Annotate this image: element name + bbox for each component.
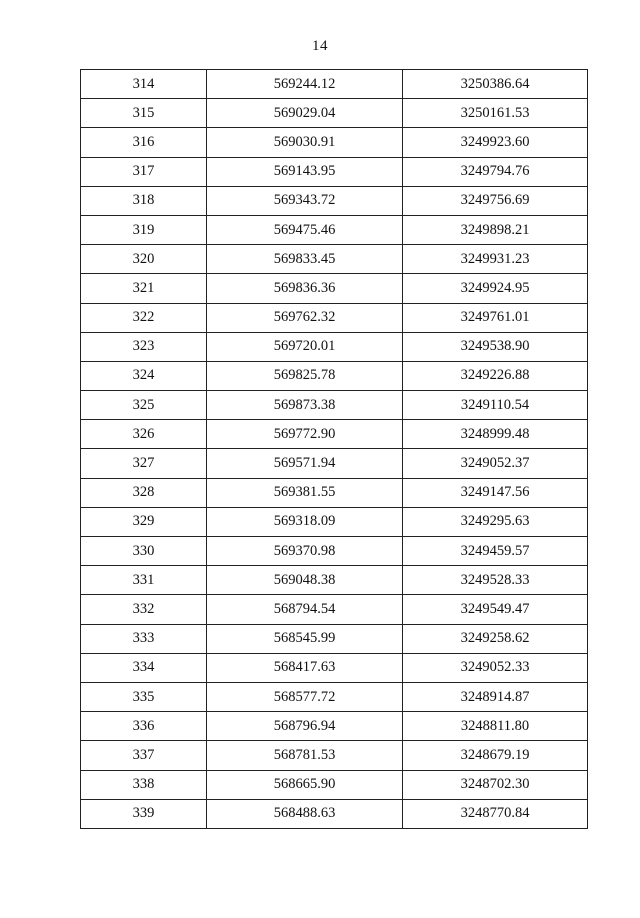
point-number-cell: 330 xyxy=(81,537,207,566)
point-number-cell: 336 xyxy=(81,712,207,741)
x-coordinate-cell: 569381.55 xyxy=(207,478,403,507)
table-row xyxy=(81,303,588,332)
x-coordinate-cell: 569571.94 xyxy=(207,449,403,478)
table-row xyxy=(81,682,588,711)
table-row xyxy=(81,624,588,653)
table-row xyxy=(81,595,588,624)
point-number-cell: 339 xyxy=(81,799,207,828)
y-coordinate-cell: 3249459.57 xyxy=(403,537,588,566)
y-coordinate-cell: 3248770.84 xyxy=(403,799,588,828)
y-coordinate-cell: 3249226.88 xyxy=(403,361,588,390)
y-coordinate-cell: 3249756.69 xyxy=(403,186,588,215)
y-coordinate-cell: 3249761.01 xyxy=(403,303,588,332)
table-row xyxy=(81,361,588,390)
x-coordinate-cell: 569030.91 xyxy=(207,128,403,157)
y-coordinate-cell: 3249295.63 xyxy=(403,507,588,536)
y-coordinate-cell: 3248679.19 xyxy=(403,741,588,770)
y-coordinate-cell: 3249538.90 xyxy=(403,332,588,361)
point-number-cell: 324 xyxy=(81,361,207,390)
table-row xyxy=(81,157,588,186)
x-coordinate-cell: 569825.78 xyxy=(207,361,403,390)
point-number-cell: 331 xyxy=(81,566,207,595)
y-coordinate-cell: 3249924.95 xyxy=(403,274,588,303)
x-coordinate-cell: 569143.95 xyxy=(207,157,403,186)
x-coordinate-cell: 569244.12 xyxy=(207,70,403,99)
point-number-cell: 334 xyxy=(81,653,207,682)
x-coordinate-cell: 568796.94 xyxy=(207,712,403,741)
table-row xyxy=(81,215,588,244)
y-coordinate-cell: 3249052.37 xyxy=(403,449,588,478)
x-coordinate-cell: 568417.63 xyxy=(207,653,403,682)
point-number-cell: 325 xyxy=(81,391,207,420)
table-row xyxy=(81,478,588,507)
point-number-cell: 319 xyxy=(81,215,207,244)
page-number: 14 xyxy=(312,38,328,54)
y-coordinate-cell: 3249258.62 xyxy=(403,624,588,653)
x-coordinate-cell: 569873.38 xyxy=(207,391,403,420)
y-coordinate-cell: 3249923.60 xyxy=(403,128,588,157)
coordinate-table-body xyxy=(81,70,588,829)
y-coordinate-cell: 3249931.23 xyxy=(403,245,588,274)
table-row xyxy=(81,391,588,420)
x-coordinate-cell: 569029.04 xyxy=(207,99,403,128)
point-number-cell: 329 xyxy=(81,507,207,536)
x-coordinate-cell: 569370.98 xyxy=(207,537,403,566)
table-row xyxy=(81,741,588,770)
y-coordinate-cell: 3248811.80 xyxy=(403,712,588,741)
point-number-cell: 338 xyxy=(81,770,207,799)
table-row xyxy=(81,712,588,741)
x-coordinate-cell: 569720.01 xyxy=(207,332,403,361)
point-number-cell: 317 xyxy=(81,157,207,186)
point-number-cell: 328 xyxy=(81,478,207,507)
x-coordinate-cell: 569833.45 xyxy=(207,245,403,274)
table-row xyxy=(81,799,588,828)
y-coordinate-cell: 3249052.33 xyxy=(403,653,588,682)
y-coordinate-cell: 3249110.54 xyxy=(403,391,588,420)
point-number-cell: 314 xyxy=(81,70,207,99)
point-number-cell: 315 xyxy=(81,99,207,128)
y-coordinate-cell: 3249549.47 xyxy=(403,595,588,624)
table-row xyxy=(81,128,588,157)
table-row xyxy=(81,420,588,449)
point-number-cell: 327 xyxy=(81,449,207,478)
table-row xyxy=(81,770,588,799)
table-row xyxy=(81,507,588,536)
table-row xyxy=(81,99,588,128)
x-coordinate-cell: 568665.90 xyxy=(207,770,403,799)
y-coordinate-cell: 3250161.53 xyxy=(403,99,588,128)
y-coordinate-cell: 3250386.64 xyxy=(403,70,588,99)
point-number-cell: 333 xyxy=(81,624,207,653)
x-coordinate-cell: 568577.72 xyxy=(207,682,403,711)
y-coordinate-cell: 3249898.21 xyxy=(403,215,588,244)
point-number-cell: 323 xyxy=(81,332,207,361)
x-coordinate-cell: 569343.72 xyxy=(207,186,403,215)
table-row xyxy=(81,449,588,478)
y-coordinate-cell: 3249794.76 xyxy=(403,157,588,186)
point-number-cell: 320 xyxy=(81,245,207,274)
x-coordinate-cell: 569318.09 xyxy=(207,507,403,536)
x-coordinate-cell: 568488.63 xyxy=(207,799,403,828)
point-number-cell: 318 xyxy=(81,186,207,215)
x-coordinate-cell: 568545.99 xyxy=(207,624,403,653)
coordinate-table xyxy=(80,69,588,829)
x-coordinate-cell: 569762.32 xyxy=(207,303,403,332)
y-coordinate-cell: 3248914.87 xyxy=(403,682,588,711)
x-coordinate-cell: 569475.46 xyxy=(207,215,403,244)
table-row xyxy=(81,537,588,566)
table-row xyxy=(81,566,588,595)
point-number-cell: 332 xyxy=(81,595,207,624)
x-coordinate-cell: 569836.36 xyxy=(207,274,403,303)
table-row xyxy=(81,70,588,99)
x-coordinate-cell: 568794.54 xyxy=(207,595,403,624)
y-coordinate-cell: 3249528.33 xyxy=(403,566,588,595)
point-number-cell: 321 xyxy=(81,274,207,303)
table-row xyxy=(81,653,588,682)
point-number-cell: 322 xyxy=(81,303,207,332)
x-coordinate-cell: 569772.90 xyxy=(207,420,403,449)
point-number-cell: 337 xyxy=(81,741,207,770)
point-number-cell: 326 xyxy=(81,420,207,449)
point-number-cell: 316 xyxy=(81,128,207,157)
table-row xyxy=(81,245,588,274)
table-row xyxy=(81,332,588,361)
table-row xyxy=(81,274,588,303)
x-coordinate-cell: 568781.53 xyxy=(207,741,403,770)
y-coordinate-cell: 3248702.30 xyxy=(403,770,588,799)
y-coordinate-cell: 3248999.48 xyxy=(403,420,588,449)
y-coordinate-cell: 3249147.56 xyxy=(403,478,588,507)
point-number-cell: 335 xyxy=(81,682,207,711)
x-coordinate-cell: 569048.38 xyxy=(207,566,403,595)
table-row xyxy=(81,186,588,215)
